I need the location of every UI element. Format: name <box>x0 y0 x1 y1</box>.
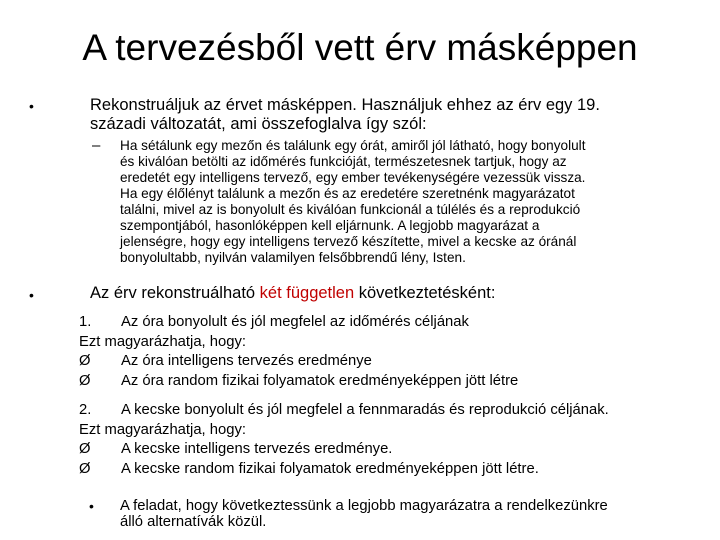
section-heading-text: Az óra bonyolult és jól megfelel az időmérés céljának <box>121 314 469 330</box>
list-item-text: A kecske random fizikai folyamatok eredményeképpen jött létre. <box>121 460 539 477</box>
arrow-icon: Ø <box>79 353 91 369</box>
paragraph-line: találni, mivel az is bonyolult és kiválóan funkcionál a túlélés és a reprodukció <box>120 202 581 217</box>
section-1-heading <box>79 313 518 333</box>
bullet-marker: • <box>29 98 34 114</box>
list-item <box>79 372 518 392</box>
arrow-icon: Ø <box>79 441 91 457</box>
paragraph-line: Ha sétálunk egy mezőn és találunk egy órát, amiről jól látható, hogy bonyolult <box>120 138 586 153</box>
section-2-heading <box>79 401 609 421</box>
list-item <box>79 352 518 372</box>
bullet-1-text <box>90 96 600 134</box>
paragraph-line: eredetét egy intelligens tervező, egy ember tevékenységére vezessük vissza. <box>120 170 586 185</box>
bullet-2-text <box>90 284 495 303</box>
highlight-text: két független <box>259 284 355 302</box>
paragraph-line: és kiválóan betölti az időmérés funkcióját, természetesnek tartjuk, hogy az <box>120 154 567 169</box>
list-item-text: Az óra random fizikai folyamatok eredményeképpen jött létre <box>121 372 519 389</box>
bullet-2-text-end: következtetésként: <box>354 284 496 302</box>
arrow-icon: Ø <box>79 372 91 389</box>
paragraph-line: Ha egy élőlényt találunk a mezőn és az eredetére szeretnénk magyarázatot <box>120 186 575 201</box>
list-item <box>79 460 609 480</box>
section-2-intro: Ezt magyarázhatja, hogy: <box>79 421 246 438</box>
paragraph-line: A feladat, hogy következtessünk a legjobb magyarázatra a rendelkezünkre <box>120 498 608 514</box>
bullet-2-text-start: Az érv rekonstruálható <box>90 284 260 302</box>
list-item <box>79 440 609 460</box>
section-number: 1. <box>79 314 92 330</box>
section-2 <box>79 401 609 479</box>
paragraph-line: bonyolultabb, nyilván valamilyen felsőbbrendű lény, Isten. <box>120 250 466 265</box>
bullet-marker: • <box>89 498 94 514</box>
section-1-intro: Ezt magyarázhatja, hogy: <box>79 333 246 350</box>
paragraph-line: álló alternatívák közül. <box>120 514 267 530</box>
final-paragraph <box>120 498 680 530</box>
list-item-text: Az óra intelligens tervezés eredménye <box>121 353 372 369</box>
bullet-1-line: Rekonstruáljuk az érvet másképpen. Használjuk ehhez az érv egy 19. <box>90 96 600 114</box>
dash-marker: – <box>92 137 101 154</box>
arrow-icon: Ø <box>79 460 91 477</box>
section-number: 2. <box>79 402 92 418</box>
bullet-marker: • <box>29 287 34 303</box>
paragraph-line: jelenségre, hogy egy intelligens tervező készítette, mivel a kecske az óránál <box>120 234 577 249</box>
sub-bullet-paragraph <box>120 138 680 266</box>
paragraph-line: szempontjából, hasonlóképpen kell eljárnunk. A legjobb magyarázat a <box>120 218 540 233</box>
bullet-1-line: századi változatát, ami összefoglalva így szól: <box>90 115 427 133</box>
list-item-text: A kecske intelligens tervezés eredménye. <box>121 441 393 457</box>
slide-title: A tervezésből vett érv másképpen <box>82 27 638 68</box>
section-1 <box>79 313 518 391</box>
section-heading-text: A kecske bonyolult és jól megfelel a fennmaradás és reprodukció céljának. <box>121 402 609 418</box>
